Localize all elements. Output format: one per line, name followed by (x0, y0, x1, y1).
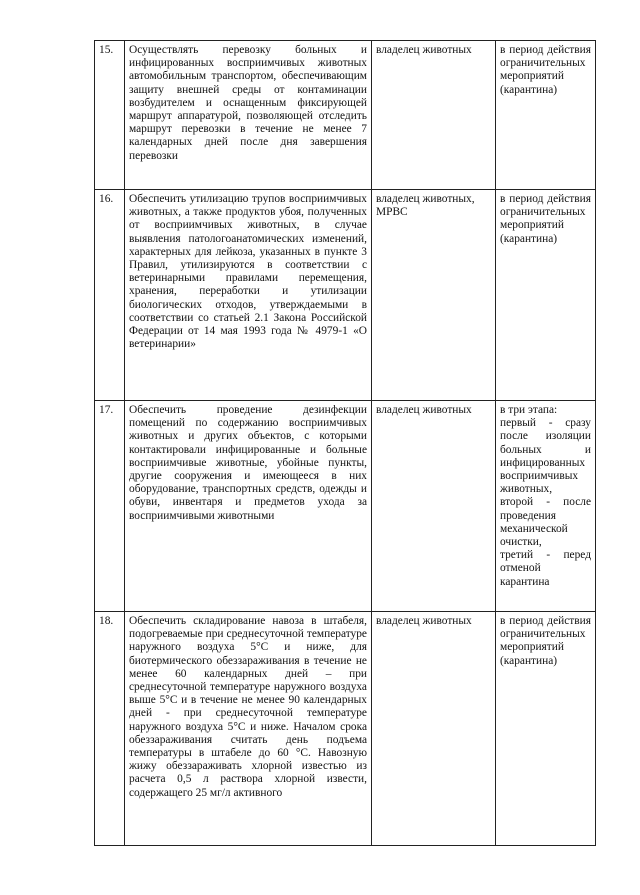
execution-term: в период действия ограничительных мероприятий (карантина) (496, 190, 596, 401)
term-line: третий - перед отменой карантина (500, 549, 591, 588)
responsible-party: владелец животных (372, 401, 496, 612)
row-number: 16. (95, 190, 125, 401)
table-row (95, 612, 596, 846)
measure-description: Обеспечить складирование навоза в штабеля, подогреваемые при среднесуточной температуре наружного воздуха 5°С и ниже, для биотермического обеззараживания в течение не менее 60 календарных дней – при среднесуточной температуре наружного воздуха выше 5°С и в течение не менее 90 календарных дней - при среднесуточной температуре наружного воздуха 5°С и ниже. Началом срока обеззараживания считать день подъема температуры в штабеле до 60 °С. Навозную жижу обеззараживать хлорной известью из расчета 0,5 л раствора хлорной извести, содержащего 25 мг/л активного (125, 612, 372, 846)
execution-term (496, 401, 596, 612)
measure-description: Обеспечить проведение дезинфекции помещений по содержанию восприимчивых животных и других объектов, с которыми контактировали инфицированные и больные восприимчивые животные, убойные пункты, другие сооружения и имеющееся в них оборудование, транспортных средств, одежды и обуви, инвентаря и предметов ухода за восприимчивыми животными (125, 401, 372, 612)
responsible-party: владелец животных (372, 612, 496, 846)
row-number: 18. (95, 612, 125, 846)
table-row (95, 401, 596, 612)
execution-term: в период действия ограничительных мероприятий (карантина) (496, 612, 596, 846)
measure-description: Обеспечить утилизацию трупов восприимчивых животных, а также продуктов убоя, полученных от восприимчивых животных, в случае выявления патологоанатомических изменений, характерных для лейкоза, указанных в пункте 3 Правил, утилизируются в соответствии с ветеринарными правилами перемещения, хранения, переработки и утилизации биологических отходов, утверждаемыми в соответствии со статьей 2.1 Закона Российской Федерации от 14 мая 1993 года № 4979-1 «О ветеринарии» (125, 190, 372, 401)
row-number: 15. (95, 41, 125, 190)
table-row (95, 190, 596, 401)
responsible-party: владелец животных, МРВС (372, 190, 496, 401)
term-line: второй - после проведения механической очистки, (500, 496, 591, 549)
term-line: в три этапа: (500, 404, 558, 416)
term-line: первый - сразу после изоляции больных и инфицированных восприимчивых животных, (500, 417, 591, 496)
row-number: 17. (95, 401, 125, 612)
measures-table (94, 40, 596, 846)
responsible-party: владелец животных (372, 41, 496, 190)
table-row (95, 41, 596, 190)
execution-term: в период действия ограничительных мероприятий (карантина) (496, 41, 596, 190)
measure-description: Осуществлять перевозку больных и инфицированных восприимчивых животных автомобильным транспортом, обеспечивающим защиту внешней среды от контаминации возбудителем и оснащенным фиксирующей маршрут аппаратурой, позволяющей отследить маршрут перевозки в течение не менее 7 календарных дней после дня завершения перевозки (125, 41, 372, 190)
